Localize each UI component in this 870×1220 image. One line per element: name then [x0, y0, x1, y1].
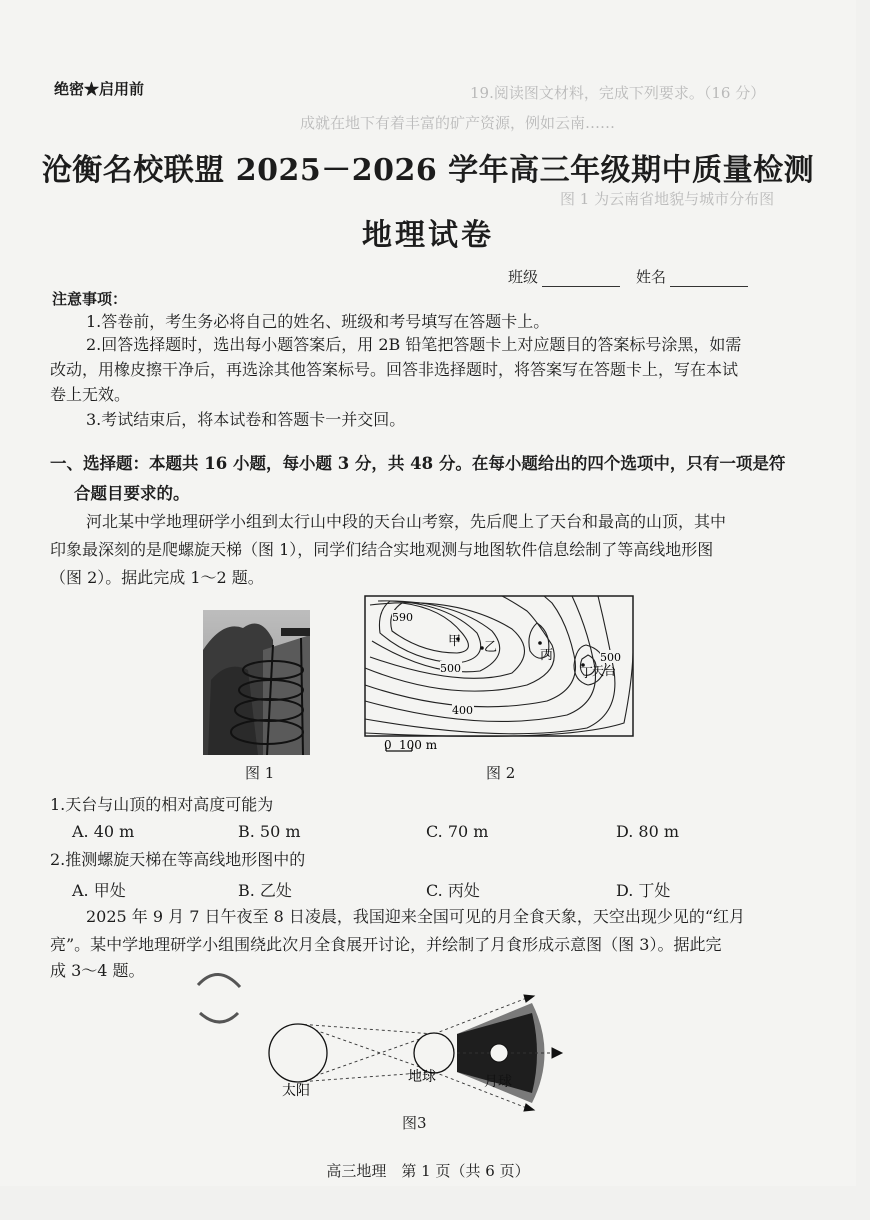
figure2-caption: 图 2 [486, 764, 516, 782]
section-heading: 一、选择题：本题共 16 小题，每小题 3 分，共 48 分。在每小题给出的四个选项中，只有一项是符 [50, 454, 786, 473]
passage-line: 2025 年 9 月 7 日午夜至 8 日凌晨，我国迎来全国可见的月全食天象，天空出现少见的“红月 [86, 907, 746, 926]
spiral-stair-photo [203, 610, 310, 755]
question-stem: 1.天台与山顶的相对高度可能为 [50, 795, 274, 814]
point-bing-marker [538, 641, 542, 645]
subject-title: 地理试卷 [362, 218, 494, 253]
contour-label-500: 500 [600, 651, 621, 664]
notice-item: 3.考试结束后，将本试卷和答题卡一并交回。 [86, 410, 406, 429]
sun-label: 太阳 [282, 1083, 310, 1099]
sun-symbol [269, 1024, 327, 1082]
answer-option[interactable]: A. 甲处 [72, 881, 126, 900]
answer-option[interactable]: D. 丁处 [616, 881, 671, 900]
passage-line: 河北某中学地理研学小组到太行山中段的天台山考察，先后爬上了天台和最高的山顶，其中 [86, 512, 727, 531]
earth-label: 地球 [408, 1069, 436, 1085]
contour-label-500: 500 [440, 662, 461, 675]
point-tiantai: 天台 [592, 664, 617, 678]
contour-label-590: 590 [392, 611, 413, 624]
notice-item: 1.答卷前，考生务必将自己的姓名、班级和考号填写在答题卡上。 [86, 312, 550, 331]
eclipse-diagram [262, 988, 582, 1118]
section-heading: 合题目要求的。 [74, 484, 190, 503]
notice-heading: 注意事项： [52, 290, 128, 308]
question-stem: 2.推测螺旋天梯在等高线地形图中的 [50, 850, 306, 869]
figure3-caption: 图3 [402, 1114, 427, 1132]
figure1-caption: 图 1 [245, 764, 275, 782]
passage-line: 成 3～4 题。 [50, 961, 145, 980]
class-label: 班级 [508, 268, 539, 286]
earth-symbol [414, 1033, 454, 1073]
contour-label-400: 400 [452, 704, 473, 717]
bleed-through-text: 19.阅读图文材料，完成下列要求。（16 分） [470, 84, 766, 102]
moon-label: 月球 [484, 1074, 512, 1090]
contour-map [362, 593, 637, 758]
answer-option[interactable]: D. 80 m [616, 822, 680, 841]
answer-option[interactable]: C. 70 m [426, 822, 489, 841]
point-yi: 乙 [484, 640, 498, 655]
page-footer: 高三地理 第 1 页（共 6 页） [326, 1162, 530, 1180]
point-bing: 丙 [540, 648, 554, 663]
bleed-through-text: 成就在地下有着丰富的矿产资源，例如云南…… [300, 114, 616, 132]
point-ding: 丁 [580, 666, 594, 681]
moon-symbol [490, 1044, 508, 1062]
name-blank[interactable] [670, 272, 748, 287]
scale-zero: 0 [384, 738, 392, 752]
notice-item: 卷上无效。 [50, 385, 131, 404]
answer-option[interactable]: B. 乙处 [238, 881, 292, 900]
answer-option[interactable]: A. 40 m [72, 822, 135, 841]
point-jia: 甲 [448, 634, 462, 649]
answer-option[interactable]: B. 50 m [238, 822, 301, 841]
bleed-through-text: 图 1 为云南省地貌与城市分布图 [560, 190, 775, 208]
exam-title: 沧衡名校联盟 2025－2026 学年高三年级期中质量检测 [41, 153, 815, 188]
class-blank[interactable] [542, 272, 620, 287]
notice-item: 改动，用橡皮擦干净后，再选涂其他答案标号。回答非选择题时，将答案写在答题卡上，写在本试 [50, 360, 739, 379]
notice-item: 2.回答选择题时，选出每小题答案后，用 2B 铅笔把答题卡上对应题目的答案标号涂黑，如需 [86, 335, 742, 354]
ink-smudge [190, 965, 250, 1031]
confidential-mark: 绝密★启用前 [54, 80, 145, 98]
student-info [508, 266, 764, 287]
passage-line: （图 2）。据此完成 1～2 题。 [50, 568, 264, 587]
name-label: 姓名 [636, 268, 667, 286]
answer-option[interactable]: C. 丙处 [426, 881, 480, 900]
passage-line: 亮”。某中学地理研学小组围绕此次月全食展开讨论，并绘制了月食形成示意图（图 3）。据此完 [50, 935, 722, 954]
passage-line: 印象最深刻的是爬螺旋天梯（图 1），同学们结合实地观测与地图软件信息绘制了等高线地形图 [50, 540, 714, 559]
scale-distance: 100 m [399, 738, 438, 752]
